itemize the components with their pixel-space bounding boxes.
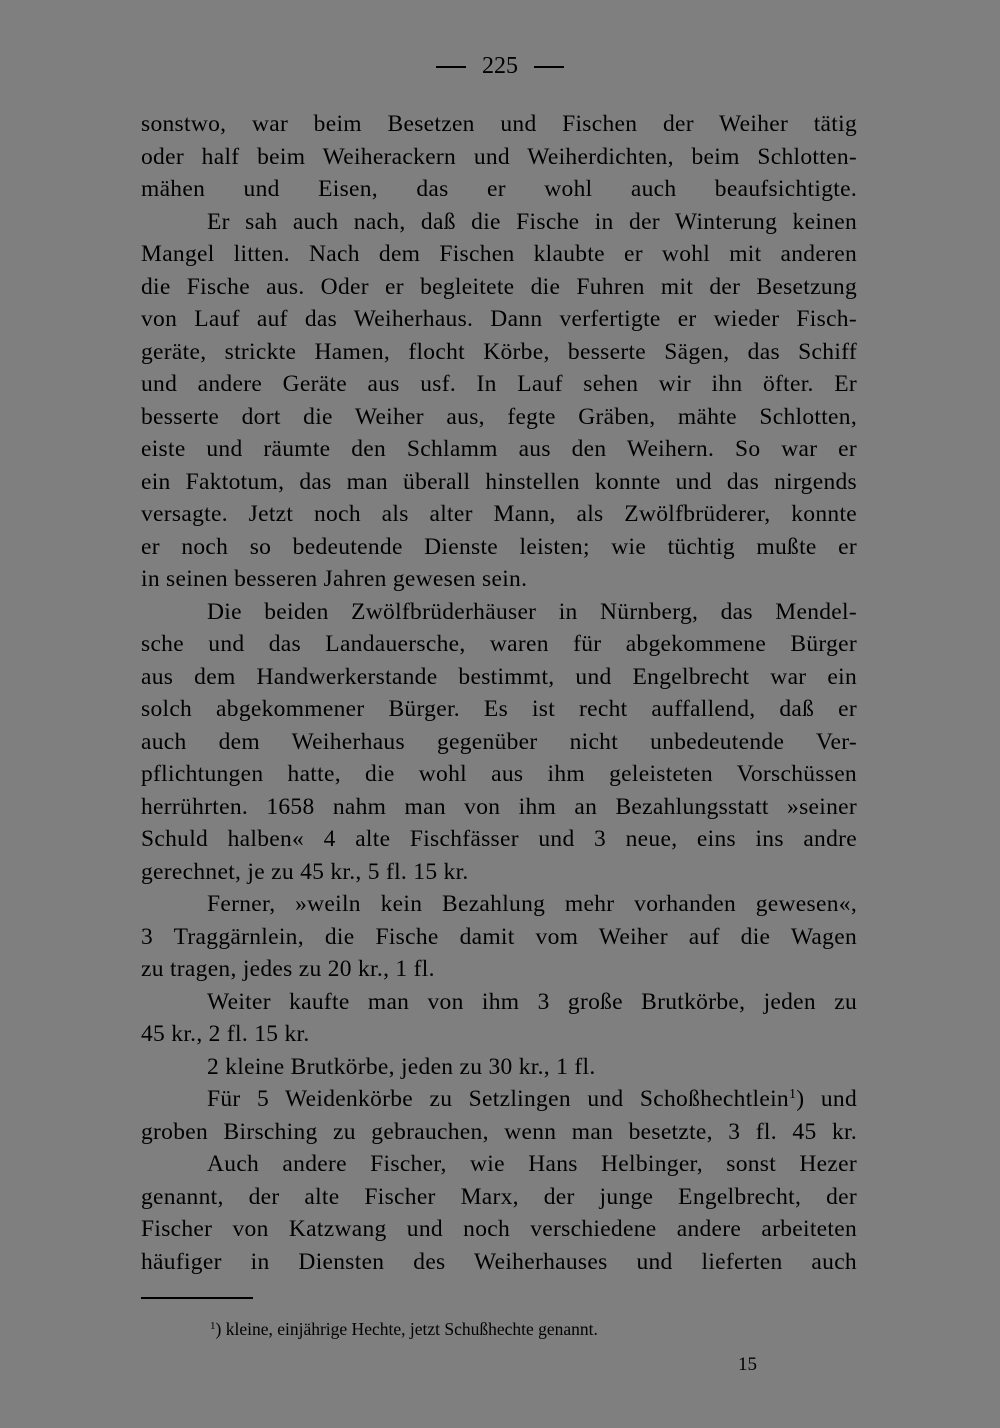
- page-number-header: [0, 50, 1000, 82]
- text-line: geräte, strickte Hamen, flocht Körbe, besserte Sägen, das Schiff: [141, 338, 857, 365]
- text-line: 2 kleine Brutkörbe, jeden zu 30 kr., 1 fl.: [207, 1053, 596, 1080]
- footnote-text: ) kleine, einjährige Hechte, jetzt Schußhechte genannt.: [215, 1319, 598, 1339]
- text-line: 3 Traggärnlein, die Fische damit vom Weiher auf die Wagen: [141, 923, 857, 950]
- text-line: sche und das Landauersche, waren für abgekommene Bürger: [141, 631, 857, 657]
- text-line: 45 kr., 2 fl. 15 kr.: [141, 1021, 310, 1047]
- text-line: ein Faktotum, das man überall hinstellen konnte und das nirgends: [141, 468, 857, 495]
- footnote-number: 1: [210, 1320, 216, 1332]
- text-line: häufiger in Diensten des Weiherhauses und lieferten auch: [141, 1248, 857, 1275]
- body-text: [141, 108, 857, 1278]
- text-line: Die beiden Zwölfbrüderhäuser in Nürnberg, das Mendel-: [207, 598, 857, 625]
- text-line: aus dem Handwerkerstande bestimmt, und Engelbrecht war ein: [141, 663, 857, 690]
- text-line: pflichtungen hatte, die wohl aus ihm geleisteten Vorschüssen: [141, 761, 857, 787]
- text-line: mähen und Eisen, das er wohl auch beaufsichtigte.: [141, 176, 857, 202]
- text-line: die Fische aus. Oder er begleitete die Fuhren mit der Besetzung: [141, 273, 857, 300]
- text-line: solch abgekommener Bürger. Es ist recht auffallend, daß er: [141, 696, 857, 722]
- text-line: herrührten. 1658 nahm man von ihm an Bezahlungsstatt »seiner: [141, 793, 857, 820]
- text-line: sonstwo, war beim Besetzen und Fischen der Weiher tätig: [141, 111, 857, 137]
- text-line-part: ) und: [796, 1086, 857, 1112]
- text-line: von Lauf auf das Weiherhaus. Dann verfertigte er wieder Fisch-: [141, 306, 857, 332]
- text-line: zu tragen, jedes zu 20 kr., 1 fl.: [141, 956, 435, 982]
- text-line: in seinen besseren Jahren gewesen sein.: [141, 566, 528, 592]
- text-line: genannt, der alte Fischer Marx, der junge Engelbrecht, der: [141, 1183, 857, 1210]
- text-line: besserte dort die Weiher aus, fegte Gräben, mähte Schlotten,: [141, 403, 857, 430]
- text-line-part: Für 5 Weidenkörbe zu Setzlingen und Schoßhechtlein: [207, 1086, 789, 1112]
- printer-signature: 15: [738, 1354, 757, 1375]
- header-dash-right: [534, 66, 564, 68]
- page-number: 225: [482, 53, 518, 79]
- text-line: Weiter kaufte man von ihm 3 große Brutkörbe, jeden zu: [207, 988, 857, 1015]
- footnote-divider: [141, 1297, 253, 1299]
- text-line: auch dem Weiherhaus gegenüber nicht unbedeutende Ver-: [141, 728, 857, 755]
- text-line: eiste und räumte den Schlamm aus den Weihern. So war er: [141, 436, 857, 462]
- text-line: versagte. Jetzt noch als alter Mann, als Zwölfbrüderer, konnte: [141, 501, 857, 527]
- text-line: er noch so bedeutende Dienste leisten; wie tüchtig mußte er: [141, 533, 857, 560]
- text-line: Mangel litten. Nach dem Fischen klaubte er wohl mit anderen: [141, 241, 857, 267]
- text-line: groben Birsching zu gebrauchen, wenn man besetzte, 3 fl. 45 kr.: [141, 1118, 857, 1145]
- text-line: oder half beim Weiherackern und Weiherdichten, beim Schlotten-: [141, 143, 857, 170]
- text-line: und andere Geräte aus usf. In Lauf sehen wir ihn öfter. Er: [141, 371, 857, 397]
- text-line: Auch andere Fischer, wie Hans Helbinger, sonst Hezer: [207, 1151, 857, 1177]
- footnote: [210, 1317, 598, 1341]
- text-line-with-footnote: [141, 1083, 857, 1116]
- text-line: Fischer von Katzwang und noch verschiedene andere arbeiteten: [141, 1216, 857, 1242]
- text-line: gerechnet, je zu 45 kr., 5 fl. 15 kr.: [141, 858, 469, 885]
- text-line: Ferner, »weiln kein Bezahlung mehr vorhanden gewesen«,: [207, 891, 857, 917]
- text-line: Er sah auch nach, daß die Fische in der Winterung keinen: [207, 208, 857, 235]
- header-dash-left: [436, 66, 466, 68]
- text-line: Schuld halben« 4 alte Fischfässer und 3 neue, eins ins andre: [141, 826, 857, 852]
- footnote-marker: 1: [788, 1087, 797, 1102]
